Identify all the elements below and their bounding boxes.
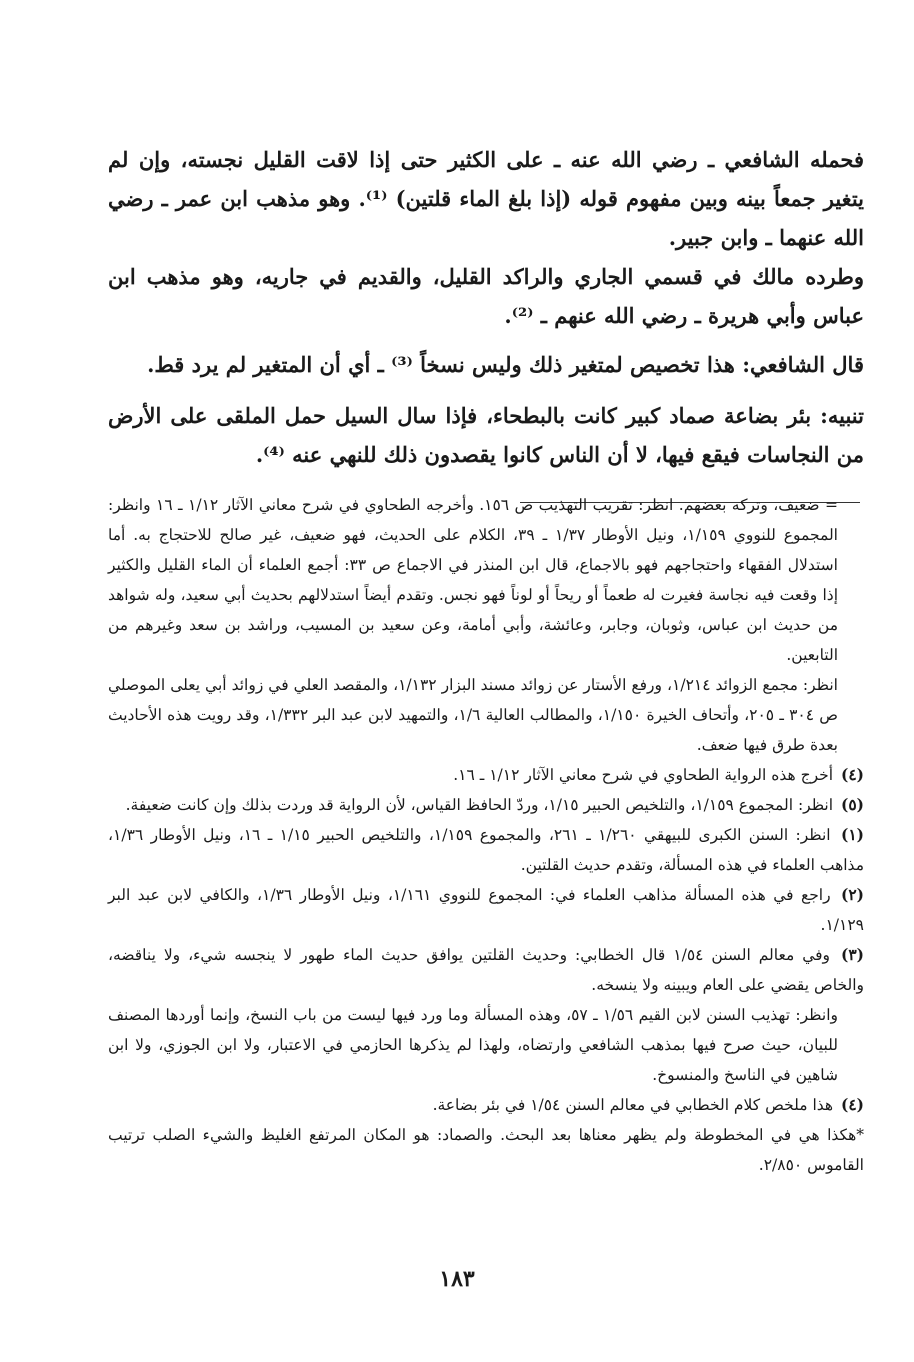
footnote-3 [108, 940, 864, 1000]
paragraph-shafii-quote: قال الشافعي: هذا تخصيص لمتغير ذلك وليس نسخاً ⁽³⁾ ـ أي أن المتغير لم يرد قط. [147, 352, 864, 377]
footnote-number: (٤) [840, 765, 864, 784]
paragraph-note-budaah: تنبيه: بئر بضاعة صماد كبير كانت بالبطحاء، فإذا سال السيل حمل الملقى على الأرض من النجاسات فيقع فيها، لا أن الناس كانوا يقصدون ذلك للنهي عنه ⁽⁴⁾. [108, 403, 864, 467]
footnote-text: وفي معالم السنن ١/٥٤ قال الخطابي: وحديث القلتين يوافق حديث الماء طهور لا ينجسه شيء، ولا يناقضه، والخاص يقضي على العام ويبينه ولا ينسخه. [108, 946, 864, 994]
paragraph-shafii: فحمله الشافعي ـ رضي الله عنه ـ على الكثير حتى إذا لاقت القليل نجسته، وإن لم يتغير جمعاً بينه وبين مفهوم قوله (إذا بلغ الماء قلتين) ⁽¹⁾. وهو مذهب ابن عمر ـ رضي الله عنهما ـ وابن جبير. [108, 147, 864, 250]
footnote-number: (٣) [841, 945, 865, 964]
paragraph-malik: وطرده مالك في قسمي الجاري والراكد القليل، والقديم في جاريه، وهو مذهب ابن عباس وأبي هريرة ـ رضي الله عنهم ـ ⁽²⁾. [108, 264, 864, 328]
footnote-number: (٤) [840, 1095, 864, 1114]
footnote-prev-4 [108, 760, 864, 790]
footnote-continued-sources: انظر: مجمع الزوائد ١/٢١٤، ورفع الأستار عن زوائد مسند البزار ١/١٣٢، والمقصد العلي في زوائد أبي يعلى الموصلي ص ٣٠٤ ـ ٢٠٥، وأتحاف الخيرة ١/١٥٠، والمطالب العالية ١/٦، والتمهيد لابن عبد البر ١/٣٣٢، وقد رويت هذه الأحاديث بعدة طرق فيها ضعف. [108, 676, 838, 754]
footnote-number: (٥) [840, 795, 864, 814]
page-number: ١٨٣ [439, 1266, 475, 1292]
footnote-continued: = ضعيف، وتركه بعضهم. انظر: تقريب التهذيب ص ١٥٦. وأخرجه الطحاوي في شرح معاني الآثار ١/١٢ ـ ١٦ وانظر: المجموع للنووي ١/١٥٩، ونيل الأوطار ١/٣٧ ـ ٣٩، الكلام على الحديث، فهو ضعيف، غير صالح للاحتجاج به. أما استدلال الفقهاء واحتجاجهم فهو بالاجماع، قال ابن المنذر في الاجماع ص ٣٣: أجمع العلماء أن الماء القليل والكثير إذا وقعت فيه نجاسة فغيرت له طعماً أو ريحاً أو لوناً فهو نجس. وتقدم أيضاً استدلالهم بحديث أبي سعيد، وله شواهد من حديث ابن عباس، وثوبان، وجابر، وعائشة، وأبي أمامة، وعن سعيد بن المسيب، وراشد بن سعد وغيرهم من التابعين. [108, 496, 838, 664]
footnote-text: هذا ملخص كلام الخطابي في معالم السنن ١/٥٤ في بئر بضاعة. [432, 1096, 834, 1114]
footnote-text: انظر: السنن الكبرى للبيهقي ١/٢٦٠ ـ ٢٦١، والمجموع ١/١٥٩، والتلخيص الحبير ١/١٥ ـ ١٦، ونيل الأوطار ١/٣٦، مذاهب العلماء في هذه المسألة، وتقدم حديث القلتين. [108, 826, 864, 874]
footnote-star: *هكذا هي في المخطوطة ولم يظهر معناها بعد البحث. والصماد: هو المكان المرتفع الغليظ والشيء الصلب ترتيب القاموس ٢/٨٥٠. [108, 1126, 864, 1174]
footnote-3-continuation: وانظر: تهذيب السنن لابن القيم ١/٥٦ ـ ٥٧، وهذه المسألة وما ورد فيها ليست من باب النسخ، وإنما أوردها المصنف للبيان، حيث صرح فيها بمذهب الشافعي وارتضاه، ولهذا لم يذكرها الحازمي في الاعتبار، ولا ابن الجوزي، ولا ابن شاهين في الناسخ والمنسوخ. [108, 1006, 838, 1084]
footnote-prev-5 [108, 790, 864, 820]
footnote-text: أخرج هذه الرواية الطحاوي في شرح معاني الآثار ١/١٢ ـ ١٦. [453, 766, 834, 784]
footnotes [108, 490, 864, 1180]
footnote-1 [108, 820, 864, 880]
footnote-4 [108, 1090, 864, 1120]
footnote-number: (١) [840, 825, 864, 844]
main-text [108, 140, 864, 474]
footnote-number: (٢) [840, 885, 864, 904]
footnote-2 [108, 880, 864, 940]
footnote-text: راجع في هذه المسألة مذاهب العلماء في: المجموع للنووي ١/١٦١، ونيل الأوطار ١/٣٦، والكافي لابن عبد البر ١/١٢٩. [108, 886, 864, 934]
footnote-text: انظر: المجموع ١/١٥٩، والتلخيص الحبير ١/١٥، وردّ الحافظ القياس، لأن الرواية قد وردت بذلك وإن كانت ضعيفة. [125, 796, 834, 814]
